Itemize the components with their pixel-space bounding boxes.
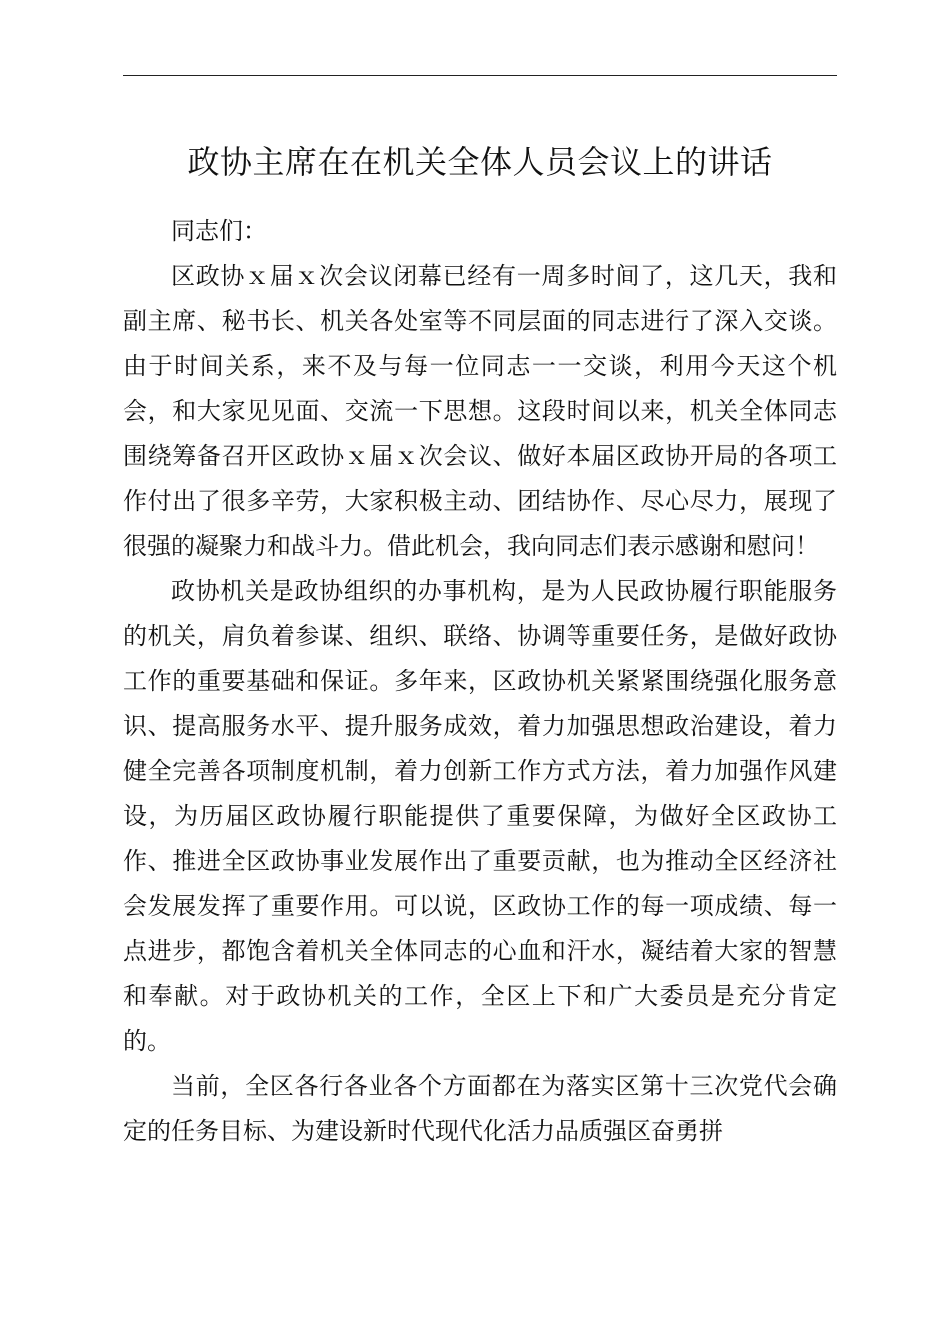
document-body — [123, 209, 837, 1154]
header-rule — [123, 75, 837, 76]
body-paragraph-1: 区政协ｘ届ｘ次会议闭幕已经有一周多时间了，这几天，我和副主席、秘书长、机关各处室等不同层面的同志进行了深入交谈。由于时间关系，来不及与每一位同志一一交谈，利用今天这个机会，和大家见见面、交流一下思想。这段时间以来，机关全体同志围绕筹备召开区政协ｘ届ｘ次会议、做好本届区政协开局的各项工作付出了很多辛劳，大家积极主动、团结协作、尽心尽力，展现了很强的凝聚力和战斗力。借此机会，我向同志们表示感谢和慰问！ — [123, 262, 837, 560]
salutation-paragraph: 同志们： — [171, 217, 267, 245]
body-paragraph-3: 当前，全区各行各业各个方面都在为落实区第十三次党代会确定的任务目标、为建设新时代现代化活力品质强区奋勇拼 — [123, 1072, 837, 1145]
body-paragraph-2: 政协机关是政协组织的办事机构，是为人民政协履行职能服务的机关，肩负着参谋、组织、联络、协调等重要任务，是做好政协工作的重要基础和保证。多年来，区政协机关紧紧围绕强化服务意识、提高服务水平、提升服务成效，着力加强思想政治建设，着力健全完善各项制度机制，着力创新工作方式方法，着力加强作风建设，为历届区政协履行职能提供了重要保障，为做好全区政协工作、推进全区政协事业发展作出了重要贡献，也为推动全区经济社会发展发挥了重要作用。可以说，区政协工作的每一项成绩、每一点进步，都饱含着机关全体同志的心血和汗水，凝结着大家的智慧和奉献。对于政协机关的工作，全区上下和广大委员是充分肯定的。 — [123, 577, 837, 1055]
document-title: 政协主席在在机关全体人员会议上的讲话 — [187, 143, 773, 181]
